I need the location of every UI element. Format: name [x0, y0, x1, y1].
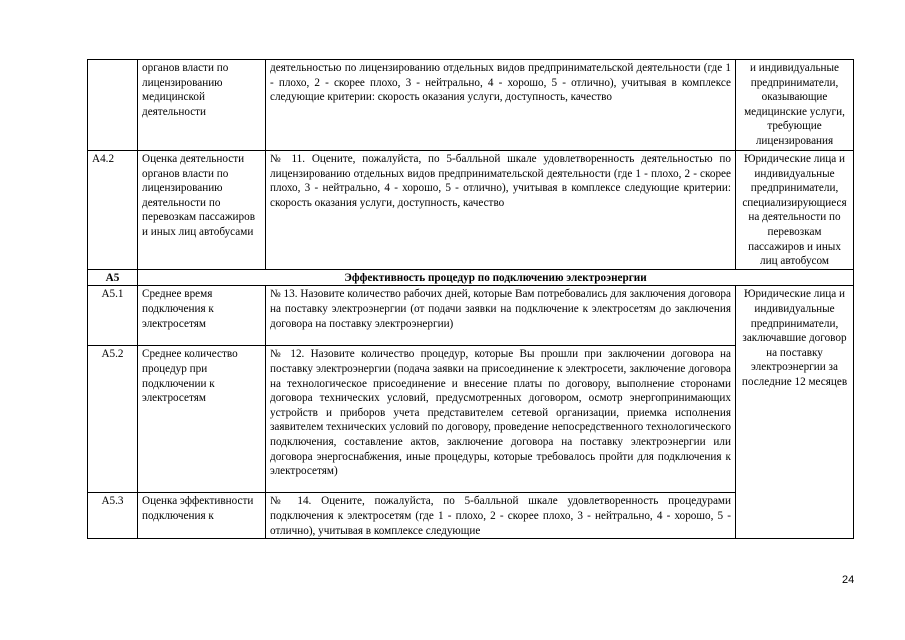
survey-question-cell: № 11. Оцените, пожалуйста, по 5-балльной шкале удовлетворенность деятельностью по лицензированию отдельных видов предпринимательской деятельности (где 1 - плохо, 2 - скорее плохо, 3 - нейтрально, 4 - хорошо, 5 - отлично), учитывая в комплексе следующие критерии: скорость оказания услуги, доступность, качество — [266, 151, 736, 270]
indicator-name-cell: Оценка эффективности подключения к — [138, 493, 266, 539]
table-row — [88, 493, 854, 539]
indicator-name-cell: Среднее количество процедур при подключении к электросетям — [138, 346, 266, 493]
respondents-cell — [736, 493, 854, 539]
page-number: 24 — [842, 574, 855, 586]
table-row — [88, 60, 854, 151]
survey-question-cell: № 13. Назовите количество рабочих дней, которые Вам потребовались для заключения договора на поставку электроэнергии (от подачи заявки на подключение к электросетям до заключения договора на поставку электроэнергии) — [266, 286, 736, 346]
indicator-code-cell: А5.2 — [88, 346, 138, 493]
indicator-name-cell: Оценка деятельности органов власти по лицензированию деятельности по перевозкам пассажиров и иных лиц автобусами — [138, 151, 266, 270]
indicator-code-cell: А4.2 — [88, 151, 138, 270]
table-row — [88, 286, 854, 346]
section-code: А5 — [88, 269, 138, 286]
indicator-name-cell: Среднее время подключения к электросетям — [138, 286, 266, 346]
indicator-name-cell: органов власти по лицензированию медицинской деятельности — [138, 60, 266, 151]
survey-question-cell: деятельностью по лицензированию отдельных видов предпринимательской деятельности (где 1 - плохо, 2 - скорее плохо, 3 - нейтрально, 4 - хорошо, 5 - отлично), учитывая в комплексе следующие критерии: скорость оказания услуги, доступность, качество — [266, 60, 736, 151]
section-header-row — [88, 269, 854, 286]
respondents-cell: Юридические лица и индивидуальные предприниматели, заключавшие договор на поставку электроэнергии за последние 12 месяцев — [736, 286, 854, 493]
indicator-table — [87, 59, 854, 539]
indicator-code-cell: А5.1 — [88, 286, 138, 346]
respondents-cell: и индивидуальные предприниматели, оказывающие медицинские услуги, требующие лицензирования — [736, 60, 854, 151]
survey-question-cell: № 12. Назовите количество процедур, которые Вы прошли при заключении договора на поставку электроэнергии (подача заявки на присоединение к электросети, заключение договора на технологическое присоединение и внесение платы по договору, выполнение сторонами договора технических условий, предусмотренных договором, осмотр энергопринимающих устройств и приборов учета представителем сетевой организации, приемка исполнения заявителем технических условий по договору, проведение непосредственного технологического подключения, составление актов, заключение договора на поставку электроэнергии или договора энергоснабжения, иные процедуры, которые требовалось пройти для подключения к электросетям) — [266, 346, 736, 493]
respondents-cell: Юридические лица и индивидуальные предприниматели, специализирующиеся на деятельности по перевозкам пассажиров и иных лиц автобусом — [736, 151, 854, 270]
indicator-code-cell — [88, 60, 138, 151]
section-title: Эффективность процедур по подключению электроэнергии — [138, 269, 854, 286]
indicator-code-cell: А5.3 — [88, 493, 138, 539]
table-row — [88, 151, 854, 270]
survey-question-cell: № 14. Оцените, пожалуйста, по 5-балльной шкале удовлетворенность процедурами подключения к электросетям (где 1 - плохо, 2 - скорее плохо, 3 - нейтрально, 4 - хорошо, 5 - отлично), учитывая в комплексе следующие — [266, 493, 736, 539]
